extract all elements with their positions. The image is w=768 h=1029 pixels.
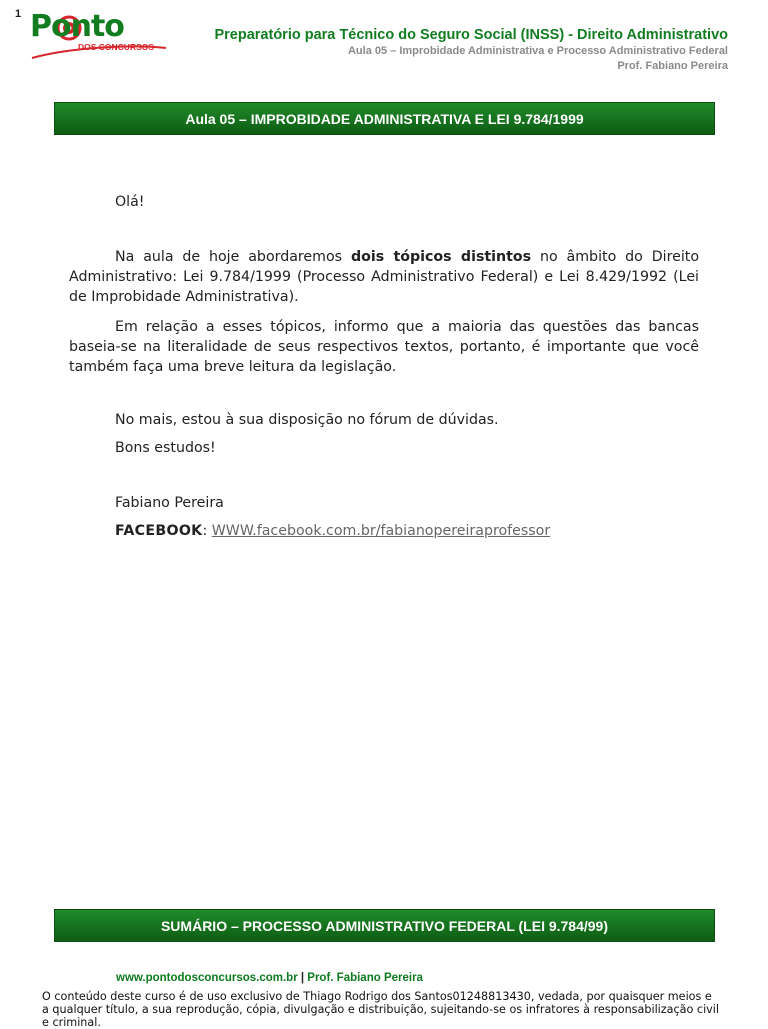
footer-separator: |: [297, 972, 308, 984]
copyright-notice: O conteúdo deste curso é de uso exclusivo de Thiago Rodrigo dos Santos01248813430, vedada, por quaisquer meios e a qualquer título, a sua reprodução, cópia, divulgação e distribuição, sujeitando-se os infratores à responsabilização civil e criminal.: [42, 990, 720, 1029]
footer-professor: Prof. Fabiano Pereira: [307, 972, 423, 984]
logo-wordmark: Ponto: [30, 9, 124, 44]
logo-tagline: DOS CONCURSOS: [78, 42, 155, 52]
intro-paragraph: [69, 247, 699, 307]
intro-highlight: dois tópicos distintos: [350, 249, 532, 265]
lesson-subtitle: Aula 05 – Improbidade Administrativa e Processo Administrativo Federal: [347, 45, 728, 57]
facebook-line: [115, 521, 550, 541]
signature: Fabiano Pereira: [115, 495, 224, 511]
facebook-link[interactable]: WWW.facebook.com.br/fabianopereiraprofessor: [211, 523, 551, 539]
closing-line-1: No mais, estou à sua disposição no fórum de dúvidas.: [115, 412, 499, 428]
intro-text-start: Na aula de hoje abordaremos: [115, 249, 351, 265]
closing-line-2: Bons estudos!: [115, 440, 216, 456]
course-title: Preparatório para Técnico do Seguro Social (INSS) - Direito Administrativo: [214, 27, 728, 43]
page-number: 1: [15, 8, 22, 20]
intro-text-end: no âmbito do Direito Administrativo: Lei 9.784/1999 (Processo Administrativo Federal) e Lei 8.429/1992 (Lei de Improbidade Administrativa).: [69, 249, 700, 305]
lesson-title-label: Aula 05 – IMPROBIDADE ADMINISTRATIVA E LEI 9.784/1999: [185, 110, 584, 127]
footer-site-link[interactable]: www.pontodosconcursos.com.br: [116, 972, 298, 984]
lesson-title-bar: [55, 103, 714, 134]
facebook-label: FACEBOOK: [115, 523, 203, 539]
summary-title-label: SUMÁRIO – PROCESSO ADMINISTRATIVO FEDERAL (LEI 9.784/99): [160, 917, 609, 934]
greeting: Olá!: [115, 194, 145, 210]
facebook-separator: :: [202, 523, 212, 539]
summary-title-bar: [55, 910, 714, 941]
document-header: [214, 26, 728, 74]
topics-paragraph: [69, 317, 699, 377]
topics-text: Em relação a esses tópicos, informo que a maioria das questões das bancas baseia-se na literalidade de seus respectivos textos, portanto, é importante que você também faça uma breve leitura da legislação.: [69, 319, 699, 375]
footer-line: [116, 972, 423, 984]
header-professor: Prof. Fabiano Pereira: [617, 60, 728, 72]
